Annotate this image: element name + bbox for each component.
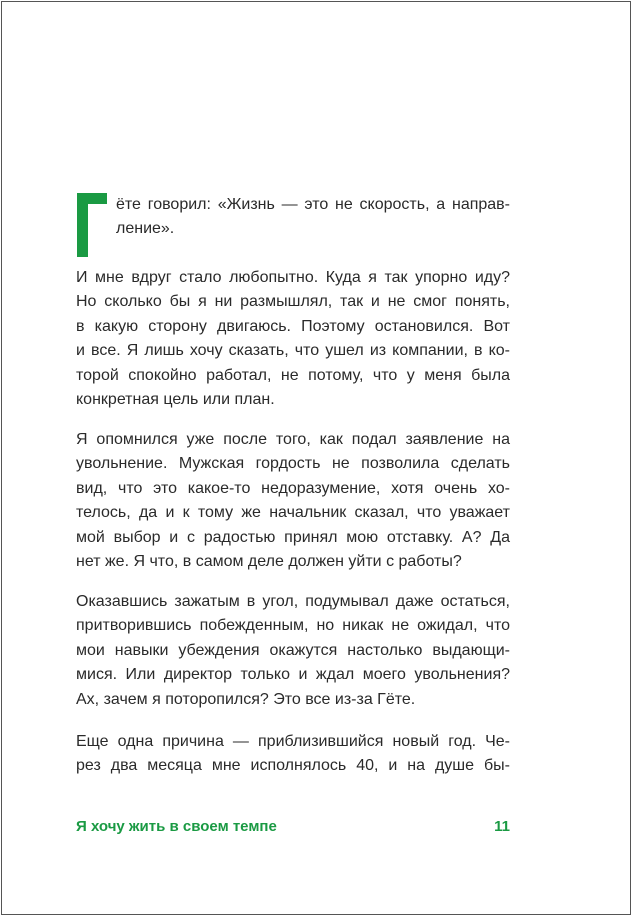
text-line: Ах, зачем я поторопился? Это все из-за Гёте. (76, 690, 416, 708)
paragraph-1 (76, 193, 510, 262)
text-line: притворившись побежденным, но никак не ожидал, что (76, 617, 510, 635)
text-line: Еще одна причина — приблизившийся новый год. Че- (76, 733, 510, 750)
text-line: рез два месяца мне исполнялось 40, и на душе бы- (76, 757, 510, 775)
text-line: Оказавшись зажатым в угол, подумывал даже остаться, (76, 593, 510, 610)
text-line: и все. Я лишь хочу сказать, что ушел из компании, в ко- (76, 342, 510, 360)
text-line: мися. Или директор только и ждал моего увольнения? (76, 666, 510, 684)
page-number: 11 (494, 818, 510, 835)
text-line: в какую сторону двигаюсь. Поэтому остановился. Вот (76, 317, 510, 335)
text-line: ление». (116, 220, 175, 238)
text-line: И мне вдруг стало любопытно. Куда я так упорно иду? (76, 269, 510, 286)
running-footer-title: Я хочу жить в своем темпе (76, 818, 277, 835)
text-line: конкретная цель или план. (76, 391, 275, 409)
text-line: Я опомнился уже после того, как подал заявление на (76, 431, 510, 448)
paragraph-3 (76, 428, 510, 594)
paragraph-5 (76, 730, 510, 799)
text-line: торой спокойно работал, не потому, что у меня была (76, 366, 510, 384)
paragraph-2 (76, 266, 510, 432)
text-line: Но сколько бы я ни размышлял, так и не смог понять, (76, 293, 510, 311)
text-line: телось, да и к тому же начальник сказал, что уважает (76, 504, 510, 522)
text-line: мой выбор и с радостью принял мою отставку. А? Да (76, 528, 510, 546)
text-line: нет же. Я что, в самом деле должен уйти с работы? (76, 553, 462, 571)
text-line: вид, что это какое-то недоразумение, хотя очень хо- (76, 479, 510, 497)
paragraph-4 (76, 590, 510, 732)
text-line: ёте говорил: «Жизнь — это не скорость, а направ- (116, 196, 510, 213)
text-line: мои навыки убеждения окажутся настолько выдающи- (76, 641, 510, 659)
text-line: увольнение. Мужская гордость не позволила сделать (76, 455, 510, 473)
